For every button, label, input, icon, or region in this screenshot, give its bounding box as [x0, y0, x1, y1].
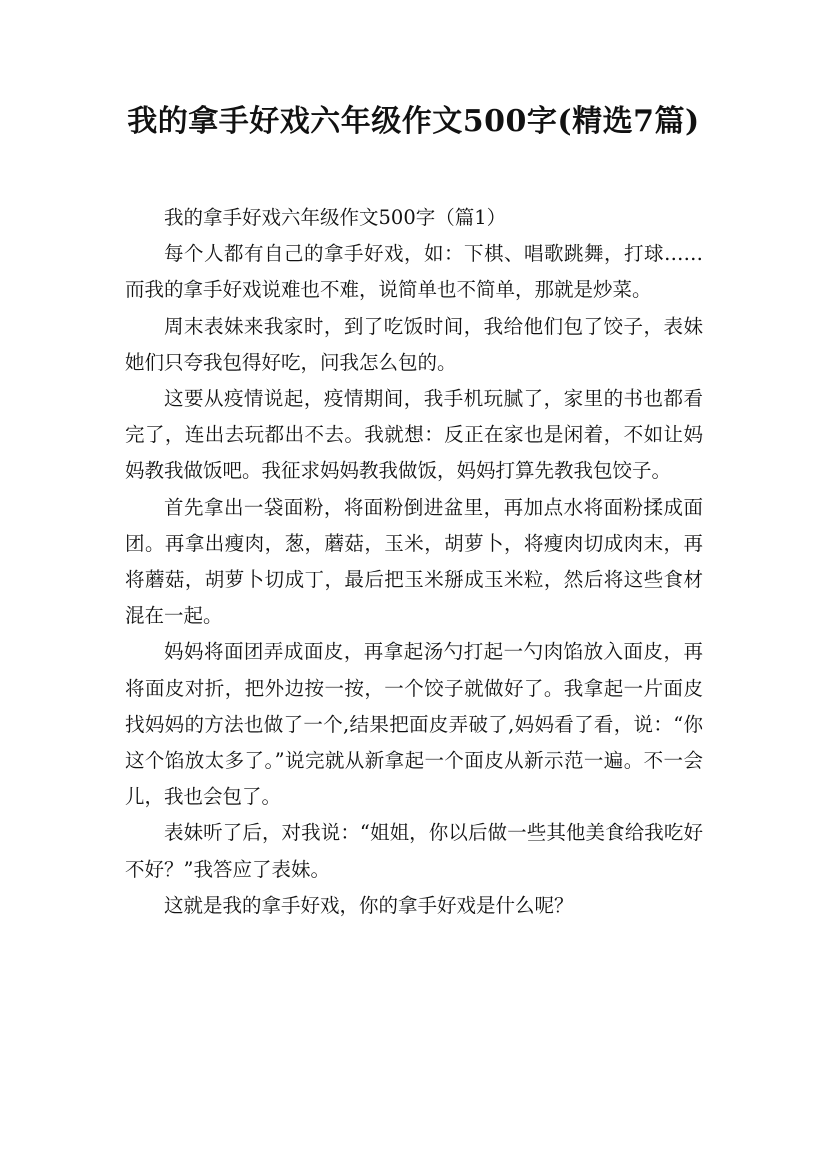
paragraph: 每个人都有自己的拿手好戏，如：下棋、唱歌跳舞，打球……而我的拿手好戏说难也不难，说简单也不简单，那就是炒菜。	[125, 242, 703, 302]
section-heading: 我的拿手好戏六年级作文500字（篇1）	[164, 206, 507, 229]
paragraph: 表妹听了后，对我说：“姐姐，你以后做一些其他美食给我吃好不好？”我答应了表妹。	[125, 821, 703, 881]
paragraph: 首先拿出一袋面粉，将面粉倒进盆里，再加点水将面粉揉成面团。再拿出瘦肉，葱，蘑菇，玉米，胡萝卜，将瘦肉切成肉末，再将蘑菇，胡萝卜切成丁，最后把玉米掰成玉米粒，然后将这些食材混在一起。	[125, 495, 703, 628]
paragraph: 妈妈将面团弄成面皮，再拿起汤勺打起一勺肉馅放入面皮，再将面皮对折，把外边按一按，一个饺子就做好了。我拿起一片面皮找妈妈的方法也做了一个,结果把面皮弄破了,妈妈看了看，说：“你这个馅放太多了。”说完就从新拿起一个面皮从新示范一遍。不一会儿，我也会包了。	[125, 640, 703, 809]
document-body	[125, 200, 703, 924]
paragraph: 这要从疫情说起，疫情期间，我手机玩腻了，家里的书也都看完了，连出去玩都出不去。我就想：反正在家也是闲着，不如让妈妈教我做饭吧。我征求妈妈教我做饭，妈妈打算先教我包饺子。	[125, 387, 703, 483]
document-title: 我的拿手好戏六年级作文500字(精选7篇)	[127, 104, 700, 139]
paragraph: 周末表妹来我家时，到了吃饭时间，我给他们包了饺子，表妹她们只夸我包得好吃，问我怎么包的。	[125, 314, 703, 374]
paragraph: 这就是我的拿手好戏，你的拿手好戏是什么呢？	[164, 893, 574, 917]
